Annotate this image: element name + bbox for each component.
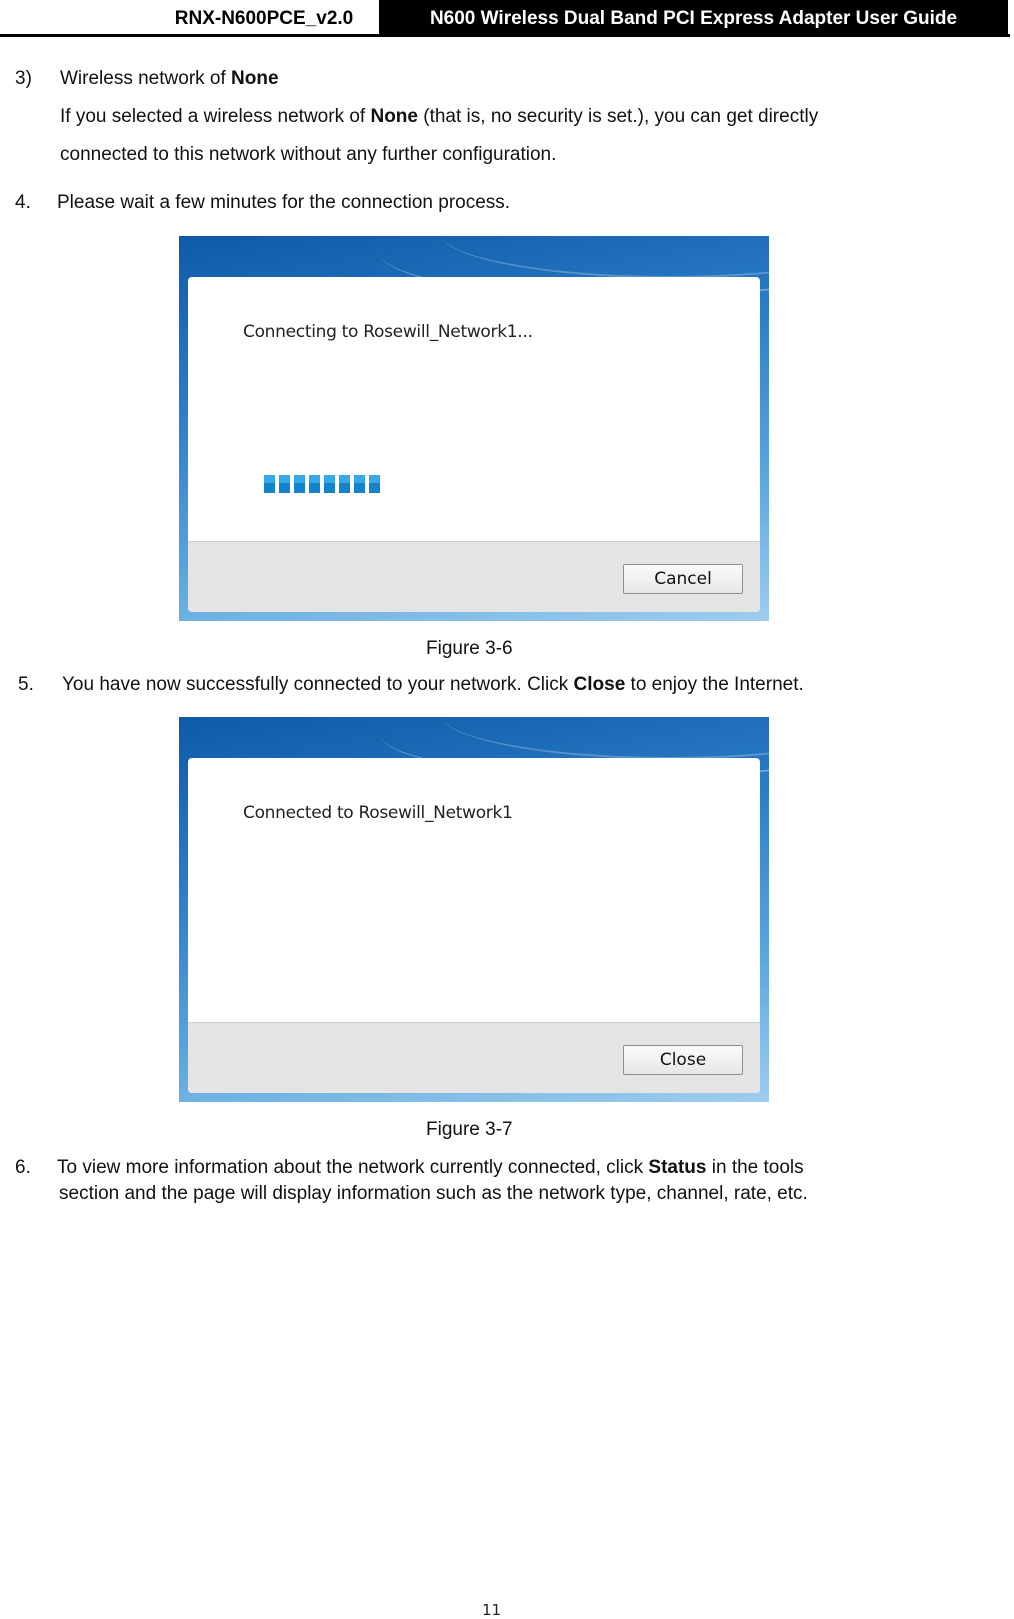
step6-line2: section and the page will display information such as the network type, channel, rate, etc. [59, 1183, 808, 1204]
dialog-footer [188, 1022, 760, 1093]
step4-number: 4. [15, 192, 31, 213]
header-title: N600 Wireless Dual Band PCI Express Adapter User Guide [379, 0, 1008, 36]
connecting-message: Connecting to Rosewill_Network1... [243, 322, 533, 342]
step6-suffix: in the tools [706, 1157, 804, 1178]
step4-text: Please wait a few minutes for the connection process. [57, 192, 511, 213]
item3-line1-suffix: (that is, no security is set.), you can get directly [417, 106, 819, 127]
item3-line1-prefix: If you selected a wireless network of [60, 106, 371, 127]
step5-text [62, 674, 804, 696]
progress-block [264, 475, 275, 493]
dialog-footer [188, 541, 760, 612]
figure-caption-3-6: Figure 3-6 [426, 638, 513, 659]
header-model: RNX-N600PCE_v2.0 [174, 8, 354, 29]
progress-block [279, 475, 290, 493]
item3-number: 3) [15, 68, 32, 89]
connection-progress [264, 475, 380, 493]
step5-bold: Close [573, 674, 626, 695]
item3-line1 [60, 106, 818, 128]
step5-prefix: You have now successfully connected to your network. Click [62, 674, 574, 695]
connected-dialog-screenshot [179, 717, 769, 1102]
dialog-panel [188, 758, 760, 1093]
progress-block [324, 475, 335, 493]
progress-block [309, 475, 320, 493]
item3-line2: connected to this network without any further configuration. [60, 144, 557, 165]
dialog-panel [188, 277, 760, 612]
step5-suffix: to enjoy the Internet. [625, 674, 804, 695]
page-number: 11 [481, 1601, 502, 1619]
step6-bold: Status [648, 1157, 707, 1178]
progress-block [294, 475, 305, 493]
connecting-dialog-screenshot [179, 236, 769, 621]
progress-block [354, 475, 365, 493]
header-rule [0, 34, 1010, 37]
step6-prefix: To view more information about the network currently connected, click [57, 1157, 649, 1178]
item3-line1-bold: None [370, 106, 418, 127]
item3-heading-prefix: Wireless network of [60, 68, 232, 89]
cancel-button[interactable]: Cancel [623, 564, 743, 594]
item3-heading [60, 68, 279, 90]
step5-number: 5. [18, 674, 34, 695]
connected-message: Connected to Rosewill_Network1 [243, 803, 513, 823]
step6-line1 [57, 1157, 804, 1179]
step6-number: 6. [15, 1157, 31, 1178]
close-button[interactable]: Close [623, 1045, 743, 1075]
progress-block [369, 475, 380, 493]
figure-caption-3-7: Figure 3-7 [426, 1119, 513, 1140]
progress-block [339, 475, 350, 493]
item3-heading-bold: None [231, 68, 279, 89]
